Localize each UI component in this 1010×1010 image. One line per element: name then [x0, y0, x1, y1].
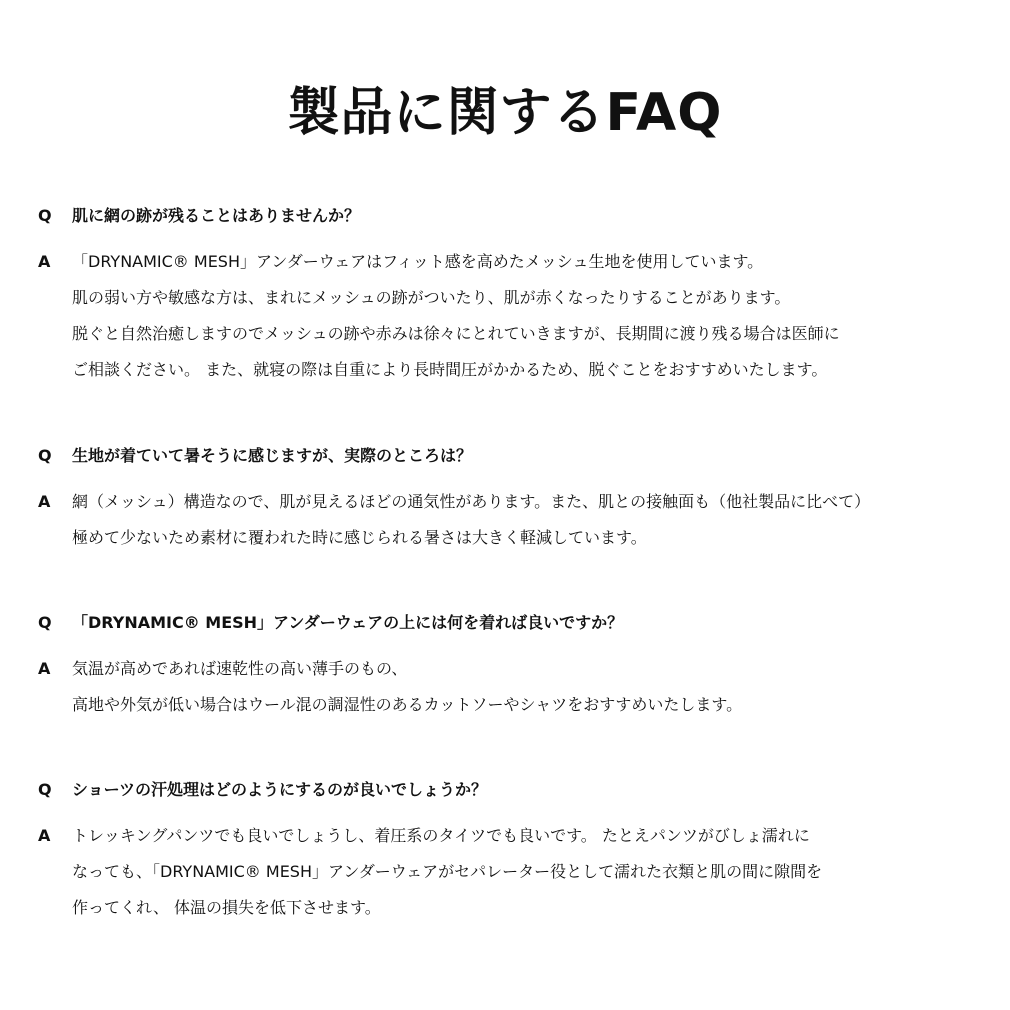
- faq-item: [38, 605, 988, 723]
- question-text: 生地が着ていて暑そうに感じますが、実際のところは？: [72, 446, 473, 465]
- question-row: [38, 198, 988, 234]
- page-title: 製品に関するFAQ: [287, 83, 723, 143]
- question-row: [38, 605, 988, 641]
- answer-marker: A: [38, 492, 51, 511]
- answer-line: 高地や外気が低い場合はウール混の調湿性のあるカットソーやシャツをおすすめいたします。: [72, 695, 743, 714]
- answer-line: ご相談ください。 また、就寝の際は自重により長時間圧がかかるため、脱ぐことをおすすめいたします。: [72, 360, 828, 379]
- answer-text: [72, 244, 840, 388]
- answer-line: 脱ぐと自然治癒しますのでメッシュの跡や赤みは徐々にとれていきますが、長期間に渡り残る場合は医師に: [72, 324, 840, 343]
- answer-line: 「DRYNAMIC® MESH」アンダーウェアはフィット感を高めたメッシュ生地を使用しています。: [72, 252, 764, 271]
- faq-item: [38, 198, 988, 388]
- question-text: 「DRYNAMIC® MESH」アンダーウェアの上には何を着れば良いですか？: [72, 613, 624, 632]
- answer-line: 網（メッシュ）構造なので、肌が見えるほどの通気性があります。また、肌との接触面も（他社製品に比べて）: [72, 492, 871, 511]
- faq-item: [38, 772, 988, 926]
- question-marker: Q: [38, 613, 52, 632]
- answer-line: 極めて少ないため素材に覆われた時に感じられる暑さは大きく軽減しています。: [72, 528, 647, 547]
- answer-line: トレッキングパンツでも良いでしょうし、着圧系のタイツでも良いです。 たとえパンツがびしょ濡れに: [72, 826, 810, 845]
- answer-row: [38, 244, 988, 388]
- answer-text: [72, 484, 870, 556]
- question-text: ショーツの汗処理はどのようにするのが良いでしょうか？: [72, 780, 488, 799]
- answer-row: [38, 818, 988, 926]
- answer-line: 肌の弱い方や敏感な方は、まれにメッシュの跡がついたり、肌が赤くなったりすることがあります。: [72, 288, 791, 307]
- answer-text: [72, 651, 742, 723]
- answer-line: 作ってくれ、 体温の損失を低下させます。: [72, 898, 381, 917]
- answer-marker: A: [38, 659, 51, 678]
- answer-line: なっても、「DRYNAMIC® MESH」アンダーウェアがセパレーター役として濡れた衣類と肌の間に隙間を: [72, 862, 823, 881]
- question-marker: Q: [38, 206, 52, 225]
- question-row: [38, 438, 988, 474]
- question-row: [38, 772, 988, 808]
- answer-text: [72, 818, 822, 926]
- question-marker: Q: [38, 446, 52, 465]
- question-marker: Q: [38, 780, 52, 799]
- question-text: 肌に網の跡が残ることはありませんか？: [72, 206, 361, 225]
- answer-line: 気温が高めであれば速乾性の高い薄手のもの、: [72, 659, 408, 678]
- answer-row: [38, 484, 988, 556]
- faq-item: [38, 438, 988, 556]
- answer-marker: A: [38, 252, 51, 271]
- answer-row: [38, 651, 988, 723]
- answer-marker: A: [38, 826, 51, 845]
